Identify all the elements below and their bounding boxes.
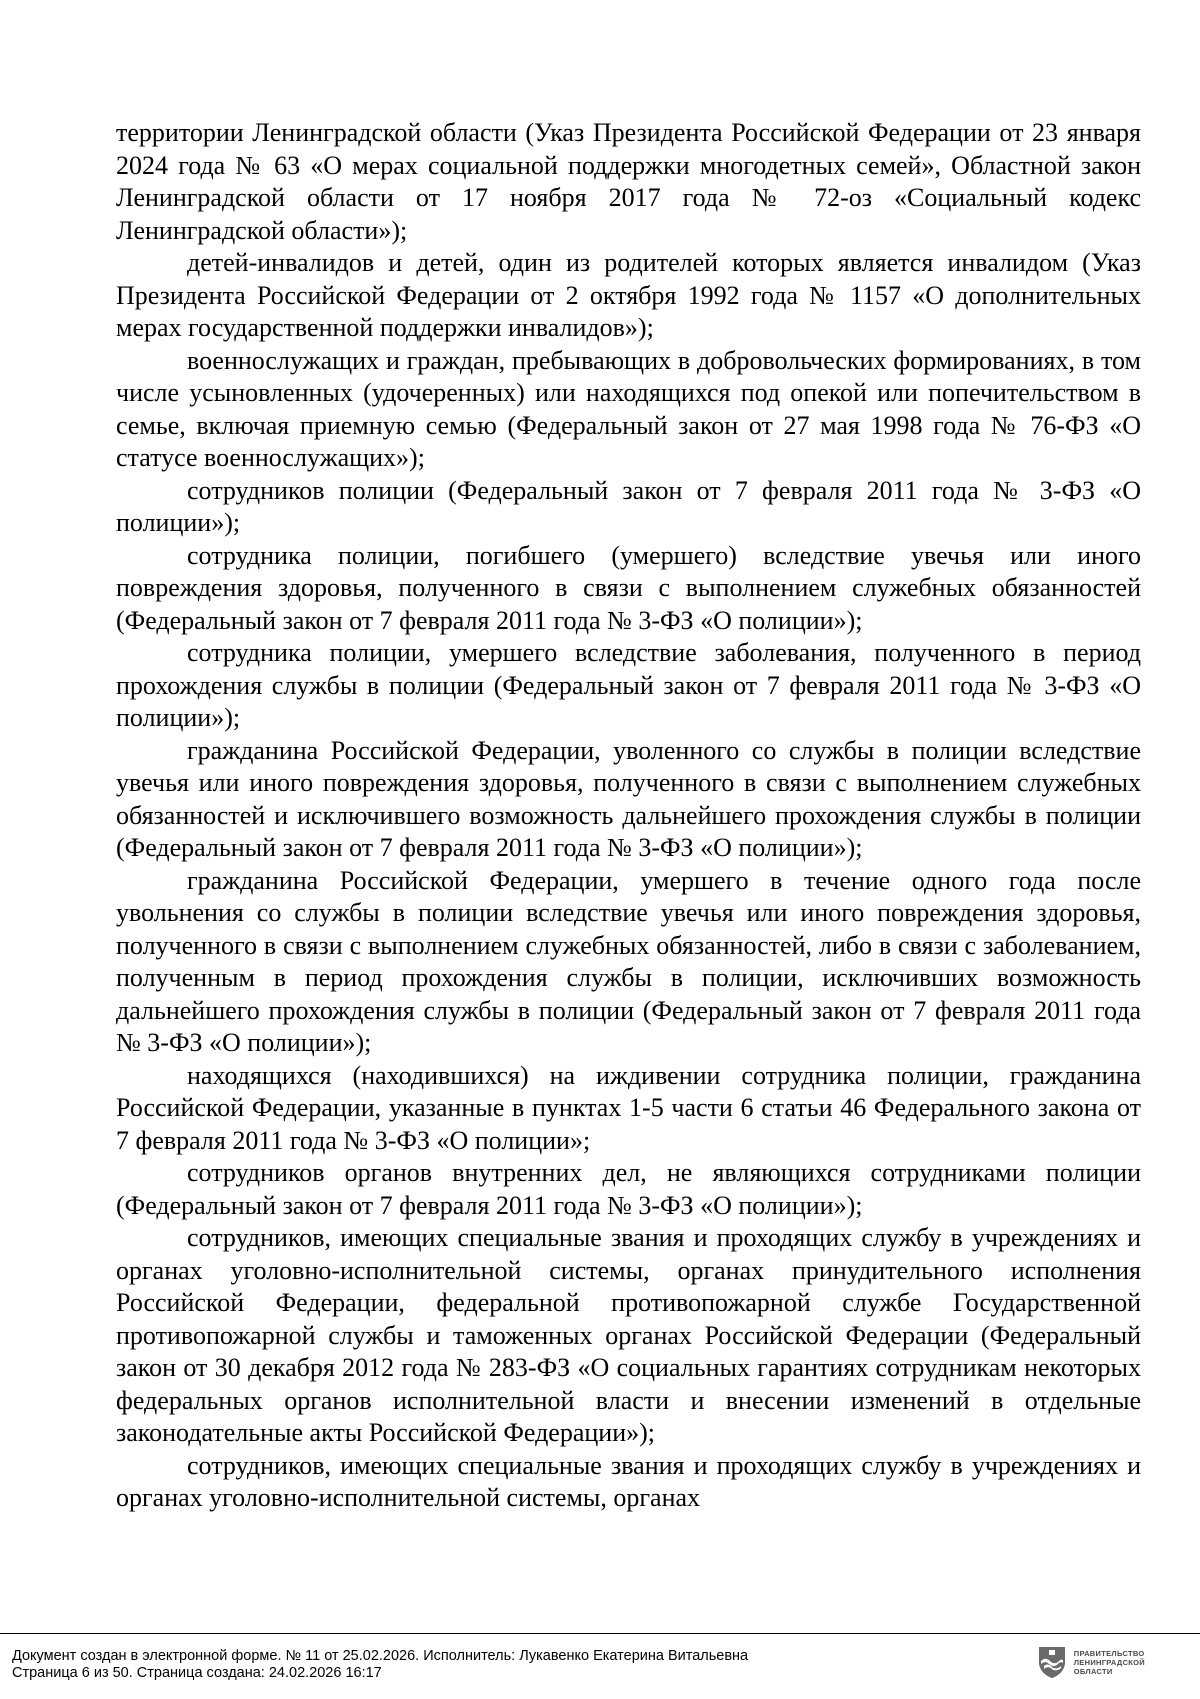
logo-line-1: ПРАВИТЕЛЬСТВО [1073,1648,1145,1658]
paragraph-7: гражданина Российской Федерации, уволенного со службы в полиции вследствие увечья или иного повреждения здоровья, полученного в связи с выполнением служебных обязанностей и исключившего возможность дальнейшего прохождения службы в полиции (Федеральный закон от 7 февраля 2011 года № 3-ФЗ «О полиции»); [116,735,1141,862]
footer-document-info: Документ создан в электронной форме. № 11 от 25.02.2026. Исполнитель: Лукавенко Екатерина Витальевна [12,1648,749,1664]
paragraph-4: сотрудников полиции (Федеральный закон от 7 февраля 2011 года № 3-ФЗ «О полиции»); [116,475,1141,537]
paragraph-10: сотрудников органов внутренних дел, не являющихся сотрудниками полиции (Федеральный закон от 7 февраля 2011 года № 3-ФЗ «О полиции»); [116,1158,1141,1220]
paragraph-6: сотрудника полиции, умершего вследствие заболевания, полученного в период прохождения службы в полиции (Федеральный закон от 7 февраля 2011 года № 3-ФЗ «О полиции»); [116,638,1141,732]
paragraph-8: гражданина Российской Федерации, умершего в течение одного года после увольнения со службы в полиции вследствие увечья или иного повреждения здоровья, полученного в связи с выполнением служебных обязанностей, либо в связи с заболеванием, полученным в период прохождения службы в полиции, исключивших возможность дальнейшего прохождения службы в полиции (Федеральный закон от 7 февраля 2011 года № 3-ФЗ «О полиции»); [116,865,1141,1057]
document-footer [0,1633,1200,1699]
logo-line-2: ЛЕНИНГРАДСКОЙ [1073,1657,1145,1667]
document-body [116,117,1141,1515]
paragraph-12: сотрудников, имеющих специальные звания и проходящих службу в учреждениях и органах уголовно-исполнительной системы, органах [116,1450,1141,1512]
paragraph-3: военнослужащих и граждан, пребывающих в добровольческих формированиях, в том числе усыновленных (удочеренных) или находящихся под опекой или попечительством в семье, включая приемную семью (Федеральный закон от 27 мая 1998 года № 76-ФЗ «О статусе военнослужащих»); [116,345,1141,472]
paragraph-1: территории Ленинградской области (Указ Президента Российской Федерации от 23 января 2024 года № 63 «О мерах социальной поддержки многодетных семей», Областной закон Ленинградской области от 17 ноября 2017 года № 72-оз «Социальный кодекс Ленинградской области»); [116,118,1141,245]
coat-of-arms-icon [1036,1644,1068,1680]
paragraph-2: детей-инвалидов и детей, один из родителей которых является инвалидом (Указ Президента Российской Федерации от 2 октября 1992 года № 1157 «О дополнительных мерах государственной поддержки инвалидов»); [116,248,1141,342]
paragraph-5: сотрудника полиции, погибшего (умершего) вследствие увечья или иного повреждения здоровья, полученного в связи с выполнением служебных обязанностей (Федеральный закон от 7 февраля 2011 года № 3-ФЗ «О полиции»); [116,540,1141,635]
footer-metadata [12,1648,748,1682]
logo-caption [1074,1649,1145,1676]
paragraph-9: находящихся (находившихся) на иждивении сотрудника полиции, гражданина Российской Федерации, указанные в пунктах 1-5 части 6 статьи 46 Федерального закона от 7 февраля 2011 года № 3-ФЗ «О полиции»; [116,1060,1141,1155]
paragraph-11: сотрудников, имеющих специальные звания и проходящих службу в учреждениях и органах уголовно-исполнительной системы, органах принудительного исполнения Российской Федерации, федеральной противопожарной службе Государственной противопожарной службы и таможенных органах Российской Федерации (Федеральный закон от 30 декабря 2012 года № 283-ФЗ «О социальных гарантиях сотрудникам некоторых федеральных органов исполнительной власти и внесении изменений в отдельные законодательные акты Российской Федерации»); [116,1223,1141,1447]
footer-page-info: Страница 6 из 50. Страница создана: 24.02.2026 16:17 [12,1665,382,1681]
government-logo [1036,1644,1145,1680]
logo-line-3: ОБЛАСТИ [1073,1666,1113,1676]
